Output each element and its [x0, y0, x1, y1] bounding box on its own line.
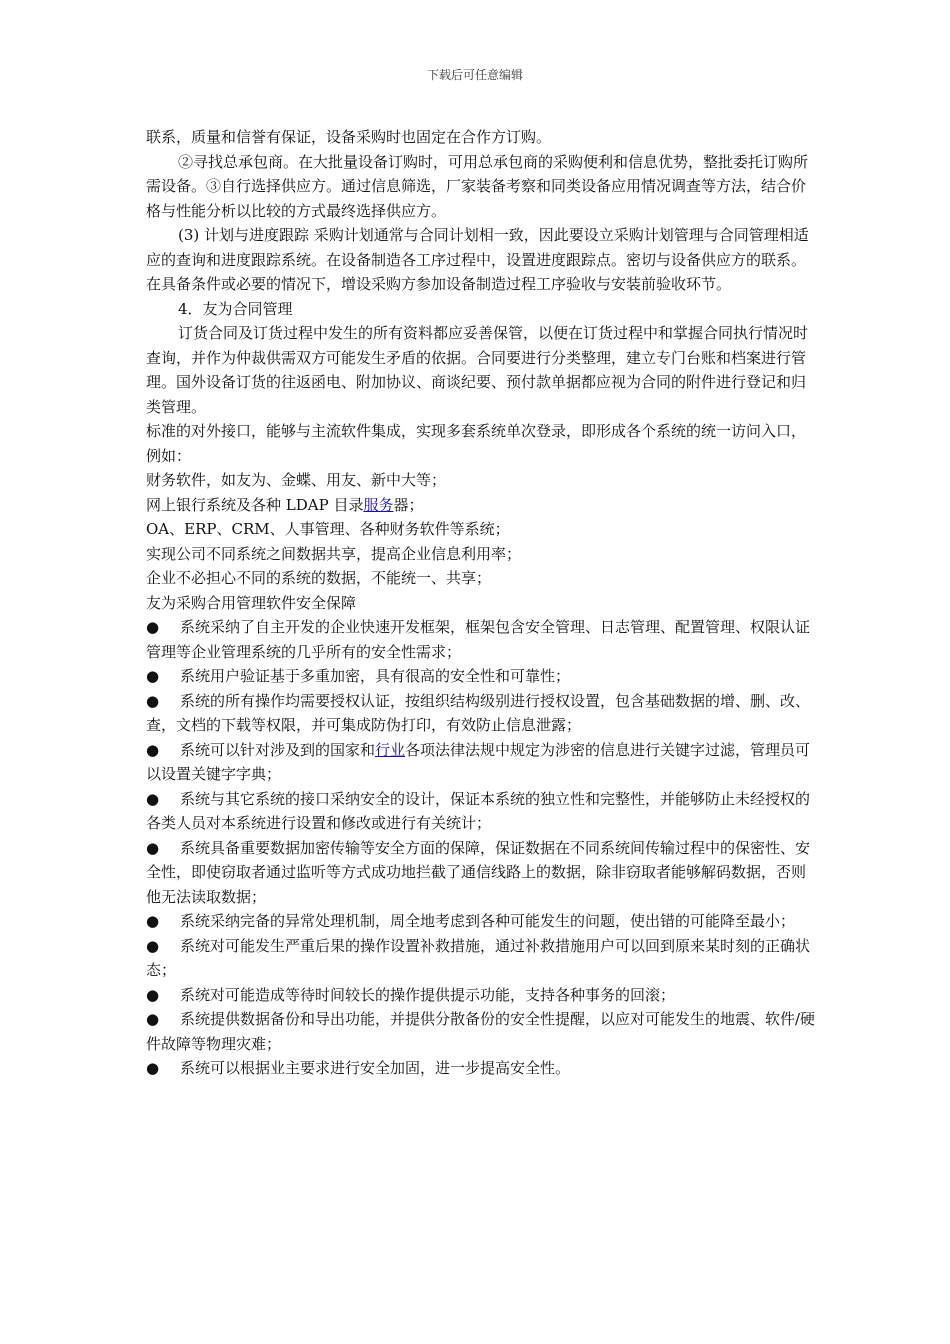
- bullet-text: 系统提供数据备份和导出功能，并提供分散备份的安全性提醒，以应对可能发生的地震、软件/硬件故障等物理灾难；: [146, 1010, 816, 1053]
- paragraph: (3) 计划与进度跟踪 采购计划通常与合同计划相一致，因此要设立采购计划管理与合同管理相适应的查询和进度跟踪系统。在设备制造各工序过程中，设置进度跟踪点。密切与设备供应方的联系。在具备条件或必要的情况下，增设采购方参加设备制造过程工序验收与安装前验收环节。: [146, 226, 809, 293]
- bullet-item: [146, 983, 816, 1008]
- paragraph-ldap: [146, 493, 816, 518]
- bullet-item: [146, 909, 816, 934]
- bullet-icon: ●: [146, 912, 160, 930]
- bullet-item: [146, 1056, 816, 1081]
- paragraph: 订货合同及订货过程中发生的所有资料都应妥善保管，以便在订货过程中和掌握合同执行情况时查询，并作为仲裁供需双方可能发生矛盾的依据。合同要进行分类整理，建立专门台账和档案进行管理。国外设备订货的往返函电、附加协议、商谈纪要、预付款单据都应视为合同的附件进行登记和归类管理。: [146, 324, 809, 416]
- text: 网上银行系统及各种 LDAP 目录: [146, 495, 364, 514]
- bullet-text: 系统的所有操作均需要授权认证，按组织结构级别进行授权设置，包含基础数据的增、删、改、查，文档的下载等权限，并可集成防伪打印，有效防止信息泄露；: [146, 691, 811, 734]
- bullet-text: 系统采纳完备的异常处理机制，周全地考虑到各种可能发生的问题，使出错的可能降至最小；: [180, 912, 796, 930]
- bullet-text: 系统对可能造成等待时间较长的操作提供提示功能，支持各种事务的回滚；: [180, 985, 676, 1004]
- bullet-icon: ●: [146, 740, 160, 759]
- bullet-icon: ●: [146, 618, 160, 636]
- bullet-item: [146, 836, 816, 910]
- industry-link[interactable]: 行业: [375, 740, 406, 759]
- bullet-item: [146, 615, 816, 664]
- bullet-icon: ●: [146, 1010, 160, 1028]
- paragraph: OA、ERP、CRM、人事管理、各种财务软件等系统；: [146, 520, 510, 538]
- bullet-icon: ●: [146, 838, 160, 857]
- bullet-item: [146, 1007, 816, 1056]
- bullet-icon: ●: [146, 789, 160, 808]
- paragraph: 企业不必担心不同的系统的数据，不能统一、共享；: [146, 569, 492, 587]
- paragraph: 实现公司不同系统之间数据共享，提高企业信息利用率；: [146, 544, 522, 563]
- document-body: [146, 125, 816, 1081]
- bullet-text: 系统可以根据业主要求进行安全加固，进一步提高安全性。: [180, 1059, 571, 1077]
- paragraph: ②寻找总承包商。在大批量设备订购时，可用总承包商的采购便利和信息优势，整批委托订购所需设备。③自行选择供应方。通过信息筛选，厂家装备考察和同类设备应用情况调查等方法，结合价格与性能分析以比较的方式最终选择供应方。: [146, 152, 809, 220]
- bullet-text: 系统可以针对涉及到的国家和: [180, 740, 376, 759]
- paragraph: 标准的对外接口，能够与主流软件集成，实现多套系统单次登录，即形成各个系统的统一访问入口，例如：: [146, 422, 807, 465]
- bullet-text: 系统采纳了自主开发的企业快速开发框架，框架包含安全管理、日志管理、配置管理、权限认证管理等企业管理系统的几乎所有的安全性需求；: [146, 618, 811, 661]
- bullet-text: 系统与其它系统的接口采纳安全的设计，保证本系统的独立性和完整性，并能够防止未经授权的各类人员对本系统进行设置和修改或进行有关统计；: [146, 789, 811, 832]
- bullet-item: [146, 787, 816, 836]
- section-heading: 友为采购合用管理软件安全保障: [146, 593, 357, 612]
- bullet-icon: ●: [146, 1059, 160, 1077]
- bullet-item: [146, 664, 816, 689]
- service-link[interactable]: 服务: [363, 495, 394, 514]
- paragraph: 财务软件，如友为、金蝶、用友、新中大等；: [146, 471, 447, 489]
- bullet-item: [146, 738, 816, 787]
- bullet-item: [146, 934, 816, 983]
- bullet-text: 系统具备重要数据加密传输等安全方面的保障，保证数据在不同系统间传输过程中的保密性、安全性，即使窃取者通过监听等方式成功地拦截了通信线路上的数据，除非窃取者能够解码数据，否则他无法读取数据；: [146, 838, 811, 906]
- text: 器；: [393, 495, 424, 514]
- bullet-item: [146, 689, 816, 738]
- page-header: 下载后可任意编辑: [426, 68, 523, 82]
- bullet-icon: ●: [146, 667, 160, 685]
- bullet-icon: ●: [146, 985, 160, 1004]
- bullet-text: 系统用户验证基于多重加密，具有很高的安全性和可靠性；: [180, 667, 571, 685]
- bullet-icon: ●: [146, 936, 160, 955]
- bullet-text: 系统对可能发生严重后果的操作设置补救措施，通过补救措施用户可以回到原来某时刻的正确状态；: [146, 936, 811, 979]
- paragraph: 联系，质量和信誉有保证，设备采购时也固定在合作方订购。: [146, 128, 552, 146]
- section-heading: 4．友为合同管理: [178, 299, 293, 318]
- bullet-icon: ●: [146, 691, 160, 710]
- bullet-text: 各项法律法规中规定为涉密的信息进行关键字过滤，管理员可以设置关键字字典；: [146, 740, 811, 783]
